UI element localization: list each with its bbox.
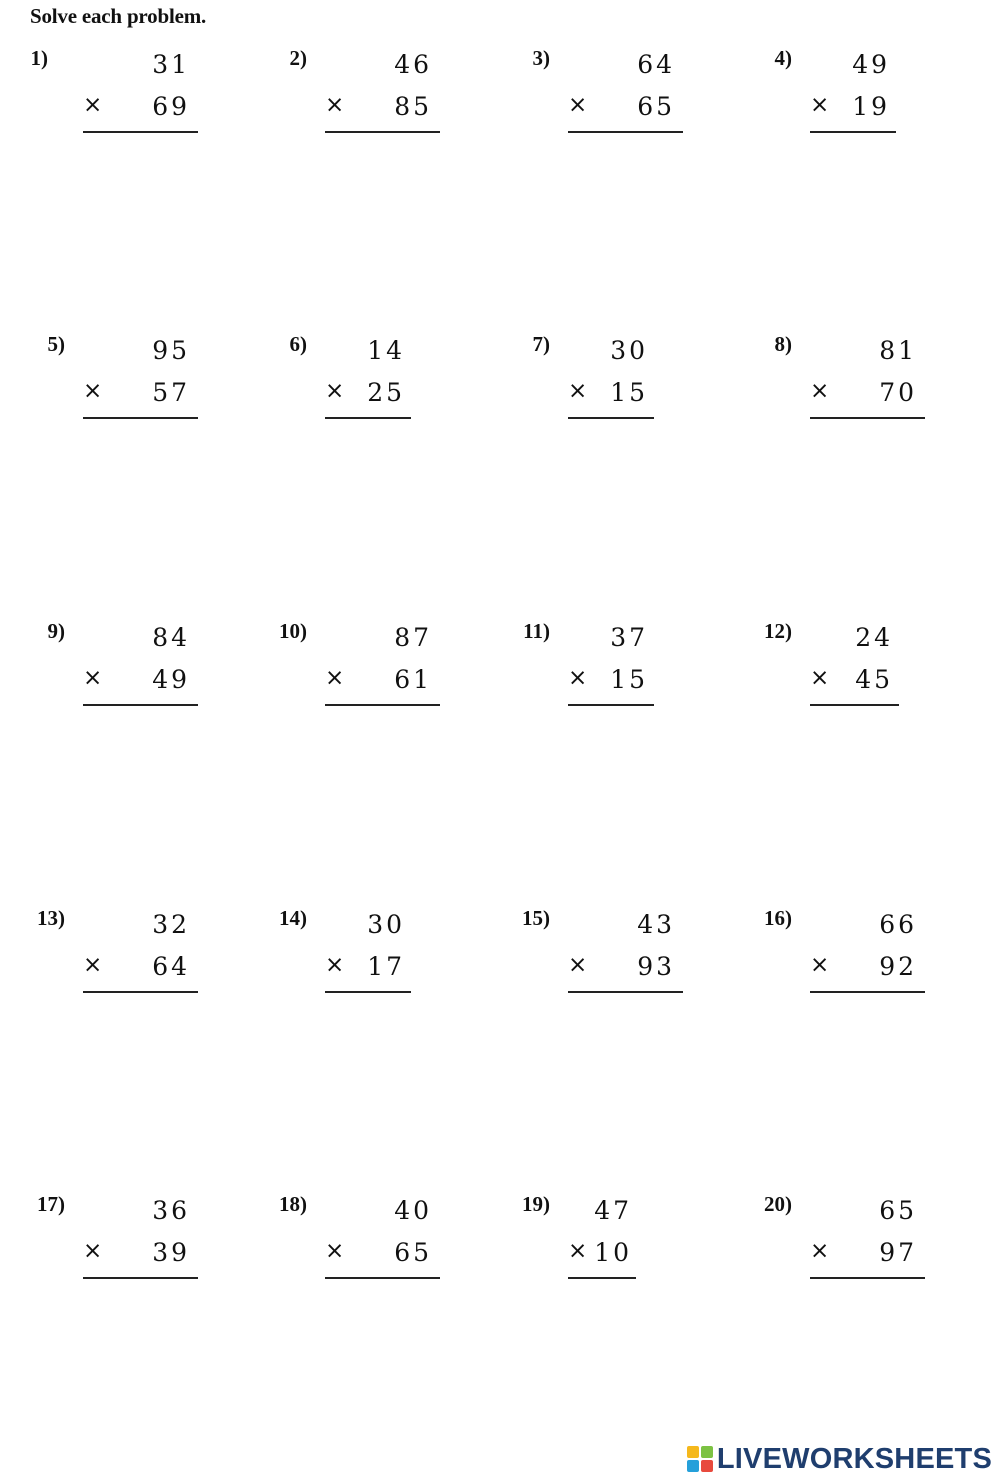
problem-number: 3) <box>532 46 550 70</box>
times-sign: × <box>568 952 588 978</box>
multiplicand: 49 <box>852 50 890 79</box>
times-sign: × <box>325 92 345 118</box>
answer-line <box>325 417 411 419</box>
times-sign: × <box>325 1238 345 1264</box>
times-sign: × <box>83 952 103 978</box>
multiplicand: 43 <box>637 910 675 939</box>
multiplier: 93 <box>637 952 675 981</box>
answer-line <box>325 991 411 993</box>
times-sign: × <box>568 378 588 404</box>
logo-mark-icon <box>687 1446 713 1472</box>
answer-line <box>325 704 440 706</box>
multiplicand: 81 <box>879 336 917 365</box>
problem-19 <box>485 1192 715 1302</box>
logo-mark-tile <box>687 1460 699 1472</box>
times-sign: × <box>83 92 103 118</box>
problem-number: 19) <box>522 1192 550 1216</box>
multiplicand: 30 <box>367 910 405 939</box>
answer-line <box>568 704 654 706</box>
problem-number: 1) <box>30 46 48 70</box>
multiplier: 65 <box>637 92 675 121</box>
problem-number: 6) <box>289 332 307 356</box>
multiplier: 15 <box>610 665 648 694</box>
times-sign: × <box>810 952 830 978</box>
problem-2 <box>242 46 472 156</box>
problem-15 <box>485 906 715 1016</box>
multiplicand: 24 <box>855 623 893 652</box>
multiplier: 92 <box>879 952 917 981</box>
multiplicand: 84 <box>152 623 190 652</box>
multiplicand: 37 <box>610 623 648 652</box>
times-sign: × <box>83 378 103 404</box>
problem-10 <box>242 619 472 729</box>
multiplicand: 87 <box>394 623 432 652</box>
logo-mark-tile <box>701 1460 713 1472</box>
times-sign: × <box>810 665 830 691</box>
problem-number: 17) <box>37 1192 65 1216</box>
problem-number: 18) <box>279 1192 307 1216</box>
answer-line <box>325 131 440 133</box>
answer-line <box>83 991 198 993</box>
problem-3 <box>485 46 715 156</box>
problem-number: 9) <box>47 619 65 643</box>
problem-20 <box>727 1192 957 1302</box>
problem-number: 15) <box>522 906 550 930</box>
multiplicand: 64 <box>637 50 675 79</box>
logo-mark-tile <box>701 1446 713 1458</box>
times-sign: × <box>83 665 103 691</box>
answer-line <box>568 1277 636 1279</box>
problem-5 <box>0 332 230 442</box>
problem-1 <box>0 46 230 156</box>
times-sign: × <box>568 1238 588 1264</box>
problem-number: 13) <box>37 906 65 930</box>
multiplicand: 36 <box>152 1196 190 1225</box>
times-sign: × <box>810 92 830 118</box>
problem-8 <box>727 332 957 442</box>
problem-number: 11) <box>523 619 550 643</box>
multiplier: 19 <box>852 92 890 121</box>
answer-line <box>568 131 683 133</box>
answer-line <box>810 417 925 419</box>
multiplicand: 14 <box>367 336 405 365</box>
answer-line <box>568 991 683 993</box>
problem-number: 5) <box>47 332 65 356</box>
answer-line <box>810 704 899 706</box>
multiplicand: 31 <box>152 50 190 79</box>
multiplier: 97 <box>879 1238 917 1267</box>
problem-number: 7) <box>532 332 550 356</box>
multiplicand: 65 <box>879 1196 917 1225</box>
problem-number: 14) <box>279 906 307 930</box>
multiplier: 17 <box>367 952 405 981</box>
problem-number: 4) <box>774 46 792 70</box>
times-sign: × <box>325 665 345 691</box>
times-sign: × <box>568 665 588 691</box>
problem-number: 2) <box>289 46 307 70</box>
problem-18 <box>242 1192 472 1302</box>
answer-line <box>83 1277 198 1279</box>
answer-line <box>810 131 896 133</box>
multiplier: 57 <box>152 378 190 407</box>
multiplier: 70 <box>879 378 917 407</box>
multiplicand: 95 <box>152 336 190 365</box>
multiplier: 69 <box>152 92 190 121</box>
times-sign: × <box>325 378 345 404</box>
multiplicand: 46 <box>394 50 432 79</box>
answer-line <box>568 417 654 419</box>
problem-7 <box>485 332 715 442</box>
multiplicand: 30 <box>610 336 648 365</box>
multiplicand: 66 <box>879 910 917 939</box>
worksheet-title: Solve each problem. <box>30 4 207 28</box>
multiplier: 64 <box>152 952 190 981</box>
problem-11 <box>485 619 715 729</box>
problem-number: 12) <box>764 619 792 643</box>
answer-line <box>810 1277 925 1279</box>
problem-number: 8) <box>774 332 792 356</box>
problem-12 <box>727 619 957 729</box>
problem-number: 20) <box>764 1192 792 1216</box>
problem-16 <box>727 906 957 1016</box>
liveworksheets-logo[interactable] <box>687 1442 992 1476</box>
problem-number: 16) <box>764 906 792 930</box>
multiplier: 15 <box>610 378 648 407</box>
problem-14 <box>242 906 472 1016</box>
logo-text: LIVEWORKSHEETS <box>716 1442 992 1475</box>
multiplier: 45 <box>855 665 893 694</box>
multiplier: 10 <box>594 1238 632 1267</box>
multiplier: 65 <box>394 1238 432 1267</box>
answer-line <box>83 417 198 419</box>
multiplicand: 47 <box>594 1196 632 1225</box>
answer-line <box>83 131 198 133</box>
times-sign: × <box>810 1238 830 1264</box>
problem-13 <box>0 906 230 1016</box>
multiplier: 49 <box>152 665 190 694</box>
multiplicand: 32 <box>152 910 190 939</box>
problem-4 <box>727 46 957 156</box>
times-sign: × <box>325 952 345 978</box>
multiplicand: 40 <box>394 1196 432 1225</box>
multiplier: 39 <box>152 1238 190 1267</box>
problem-17 <box>0 1192 230 1302</box>
multiplier: 61 <box>394 665 432 694</box>
problem-9 <box>0 619 230 729</box>
answer-line <box>810 991 925 993</box>
problem-number: 10) <box>279 619 307 643</box>
logo-mark-tile <box>687 1446 699 1458</box>
answer-line <box>83 704 198 706</box>
times-sign: × <box>83 1238 103 1264</box>
multiplier: 25 <box>367 378 405 407</box>
answer-line <box>325 1277 440 1279</box>
times-sign: × <box>810 378 830 404</box>
multiplier: 85 <box>394 92 432 121</box>
problem-6 <box>242 332 472 442</box>
times-sign: × <box>568 92 588 118</box>
